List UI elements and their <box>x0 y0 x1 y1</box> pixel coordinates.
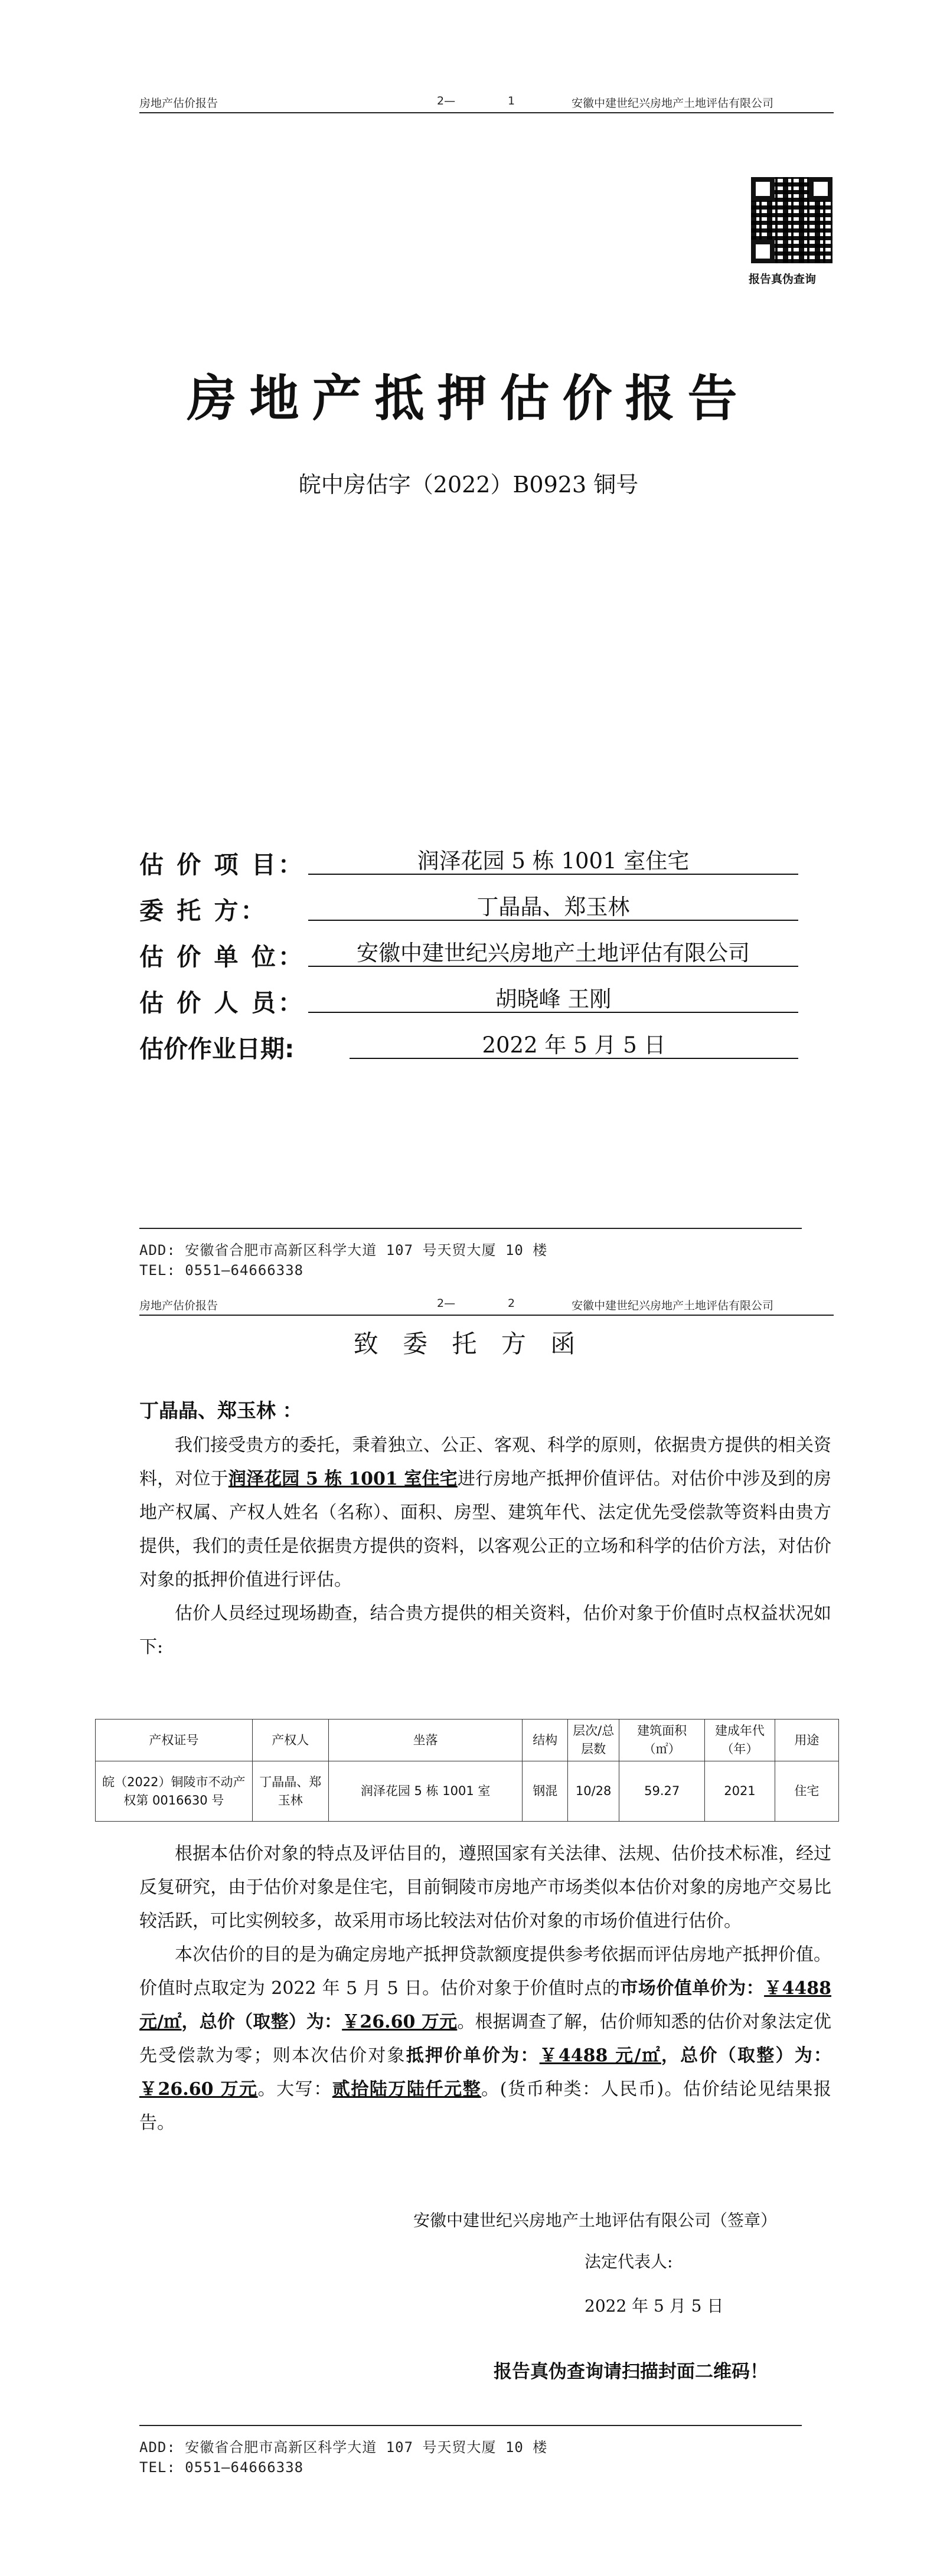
para4-text-a: 本次估价的目的是为确定房地产抵押贷款额度提供参考依据而评估房地产抵押价值。价值时点取定为 2022 年 5 月 5 日。估价对象于价值时点的 <box>139 1944 831 1999</box>
header-owner: 产权人 <box>252 1719 328 1761</box>
para4-text-k: 。大写： <box>257 2079 332 2100</box>
page-prefix: 2— <box>437 94 456 107</box>
qr-notice: 报告真伪查询请扫描封面二维码！ <box>494 2361 768 2382</box>
field-label-client: 委 托 方： <box>139 897 267 925</box>
header-built-year: 建成年代（年） <box>705 1719 775 1761</box>
page-number: 2 <box>508 1297 515 1310</box>
table-row <box>96 1761 839 1822</box>
footer-address: ADD: 安徽省合肥市高新区科学大道 107 号天贸大厦 10 楼 <box>139 1242 548 1258</box>
footer-phone: TEL: 0551—64666338 <box>139 2459 304 2476</box>
company-seal-line: 安徽中建世纪兴房地产土地评估有限公司（签章） <box>413 2211 778 2230</box>
para4-text-m: 。(货币种类：人民币)。估价结论见结果报告。 <box>139 2079 831 2133</box>
field-value-project: 润泽花园 5 栋 1001 室住宅 <box>308 843 798 875</box>
qr-caption: 报告真伪查询 <box>749 273 817 286</box>
cell-cert-no: 皖（2022）铜陵市不动产权第 0016630 号 <box>96 1761 253 1822</box>
field-label-date: 估价作业日期: <box>139 1035 295 1063</box>
header-cert-no: 产权证号 <box>96 1719 253 1761</box>
header-rule <box>139 112 834 113</box>
letter-paragraph-3-4 <box>139 1837 831 2140</box>
cell-built-year: 2021 <box>705 1761 775 1822</box>
footer-rule <box>139 1228 802 1229</box>
header-structure: 结构 <box>523 1719 568 1761</box>
header-right: 安徽中建世纪兴房地产土地评估有限公司 <box>572 97 774 110</box>
para1-text-a: 我们接受贵方的委托，秉着独立、公正、客观、科学的原则，依据贵方提供的相关资料，对位于 <box>139 1435 831 1489</box>
header-floor: 层次/总层数 <box>568 1719 619 1761</box>
field-value-date: 2022 年 5 月 5 日 <box>350 1027 798 1059</box>
field-label-appraiser-org: 估 价 单 位： <box>139 943 305 971</box>
footer-phone: TEL: 0551—64666338 <box>139 1262 304 1279</box>
market-unit-price: ￥4488 元/㎡ <box>139 1978 832 2032</box>
header-use: 用途 <box>775 1719 838 1761</box>
table-header-row <box>96 1719 839 1761</box>
mortgage-unit-price-label: 抵押价单价为： <box>406 2045 540 2066</box>
field-value-client: 丁晶晶、郑玉林 <box>308 889 798 921</box>
market-total-label: ，总价（取整）为： <box>181 2012 342 2032</box>
mortgage-total-price: ￥26.60 万元 <box>139 2079 258 2100</box>
report-number: 皖中房估字（2022）B0923 铜号 <box>298 472 639 498</box>
amount-in-words: 贰拾陆万陆仟元整 <box>332 2079 482 2100</box>
legal-representative: 法定代表人: <box>585 2252 673 2271</box>
letter-title: 致 委 托 方 函 <box>353 1329 584 1358</box>
footer-rule <box>139 2425 802 2426</box>
market-total-price: ￥26.60 万元 <box>342 2012 458 2032</box>
field-label-appraisers: 估 价 人 员： <box>139 989 305 1017</box>
header-left: 房地产估价报告 <box>139 97 218 110</box>
mortgage-unit-price: ￥4488 元/㎡ <box>539 2045 661 2066</box>
header-rule <box>139 1315 834 1316</box>
cell-area: 59.27 <box>619 1761 705 1822</box>
header-right: 安徽中建世纪兴房地产土地评估有限公司 <box>572 1299 774 1312</box>
subject-property: 润泽花园 5 栋 1001 室住宅 <box>228 1469 458 1489</box>
footer-address: ADD: 安徽省合肥市高新区科学大道 107 号天贸大厦 10 楼 <box>139 2439 548 2456</box>
letter-paragraph-1 <box>139 1428 831 1664</box>
para4-text-f: 。根据调查了解，估价师知悉的估价对象法定优先受偿款为零；则本次估价对象 <box>139 2012 832 2066</box>
page-prefix: 2— <box>437 1297 456 1310</box>
cell-use: 住宅 <box>775 1761 838 1822</box>
page-number: 1 <box>508 94 515 107</box>
letter-paragraph-4 <box>139 1938 831 2140</box>
header-left: 房地产估价报告 <box>139 1299 218 1312</box>
property-table <box>95 1719 839 1822</box>
header-location: 坐落 <box>328 1719 523 1761</box>
letter-paragraph-3: 根据本估价对象的特点及评估目的，遵照国家有关法律、法规、估价技术标准，经过反复研究，由于估价对象是住宅，目前铜陵市房地产市场类似本估价对象的房地产交易比较活跃，可比实例较多，故采用市场比较法对估价对象的市场价值进行估价。 <box>139 1843 831 1931</box>
cell-owner: 丁晶晶、郑玉林 <box>252 1761 328 1822</box>
cell-structure: 钢混 <box>523 1761 568 1822</box>
field-value-appraiser-org: 安徽中建世纪兴房地产土地评估有限公司 <box>308 935 798 967</box>
salutation: 丁晶晶、郑玉林 ： <box>139 1399 302 1422</box>
field-value-appraisers: 胡晓峰 王刚 <box>308 981 798 1013</box>
market-unit-price-label: 市场价值单价为： <box>620 1978 765 1999</box>
header-area: 建筑面积（㎡） <box>619 1719 705 1761</box>
letter-date: 2022 年 5 月 5 日 <box>585 2296 724 2316</box>
field-label-project: 估 价 项 目： <box>139 851 305 879</box>
cell-location: 润泽花园 5 栋 1001 室 <box>328 1761 523 1822</box>
para1-text-c: 进行房地产抵押价值评估。对估价中涉及到的房地产权属、产权人姓名（名称）、面积、房型、建筑年代、法定优先受偿款等资料由贵方提供，我们的责任是依据贵方提供的资料，以客观公正的立场和科学的估价方法，对估价对象的抵押价值进行评估。 <box>139 1469 832 1590</box>
letter-paragraph-2: 估价人员经过现场勘查，结合贵方提供的相关资料，估价对象于价值时点权益状况如下: <box>139 1603 831 1658</box>
mortgage-total-label: ，总价（取整）为： <box>661 2045 832 2066</box>
report-title: 房地产抵押估价报告 <box>187 369 750 427</box>
cell-floor: 10/28 <box>568 1761 619 1822</box>
qr-code[interactable] <box>751 177 832 263</box>
